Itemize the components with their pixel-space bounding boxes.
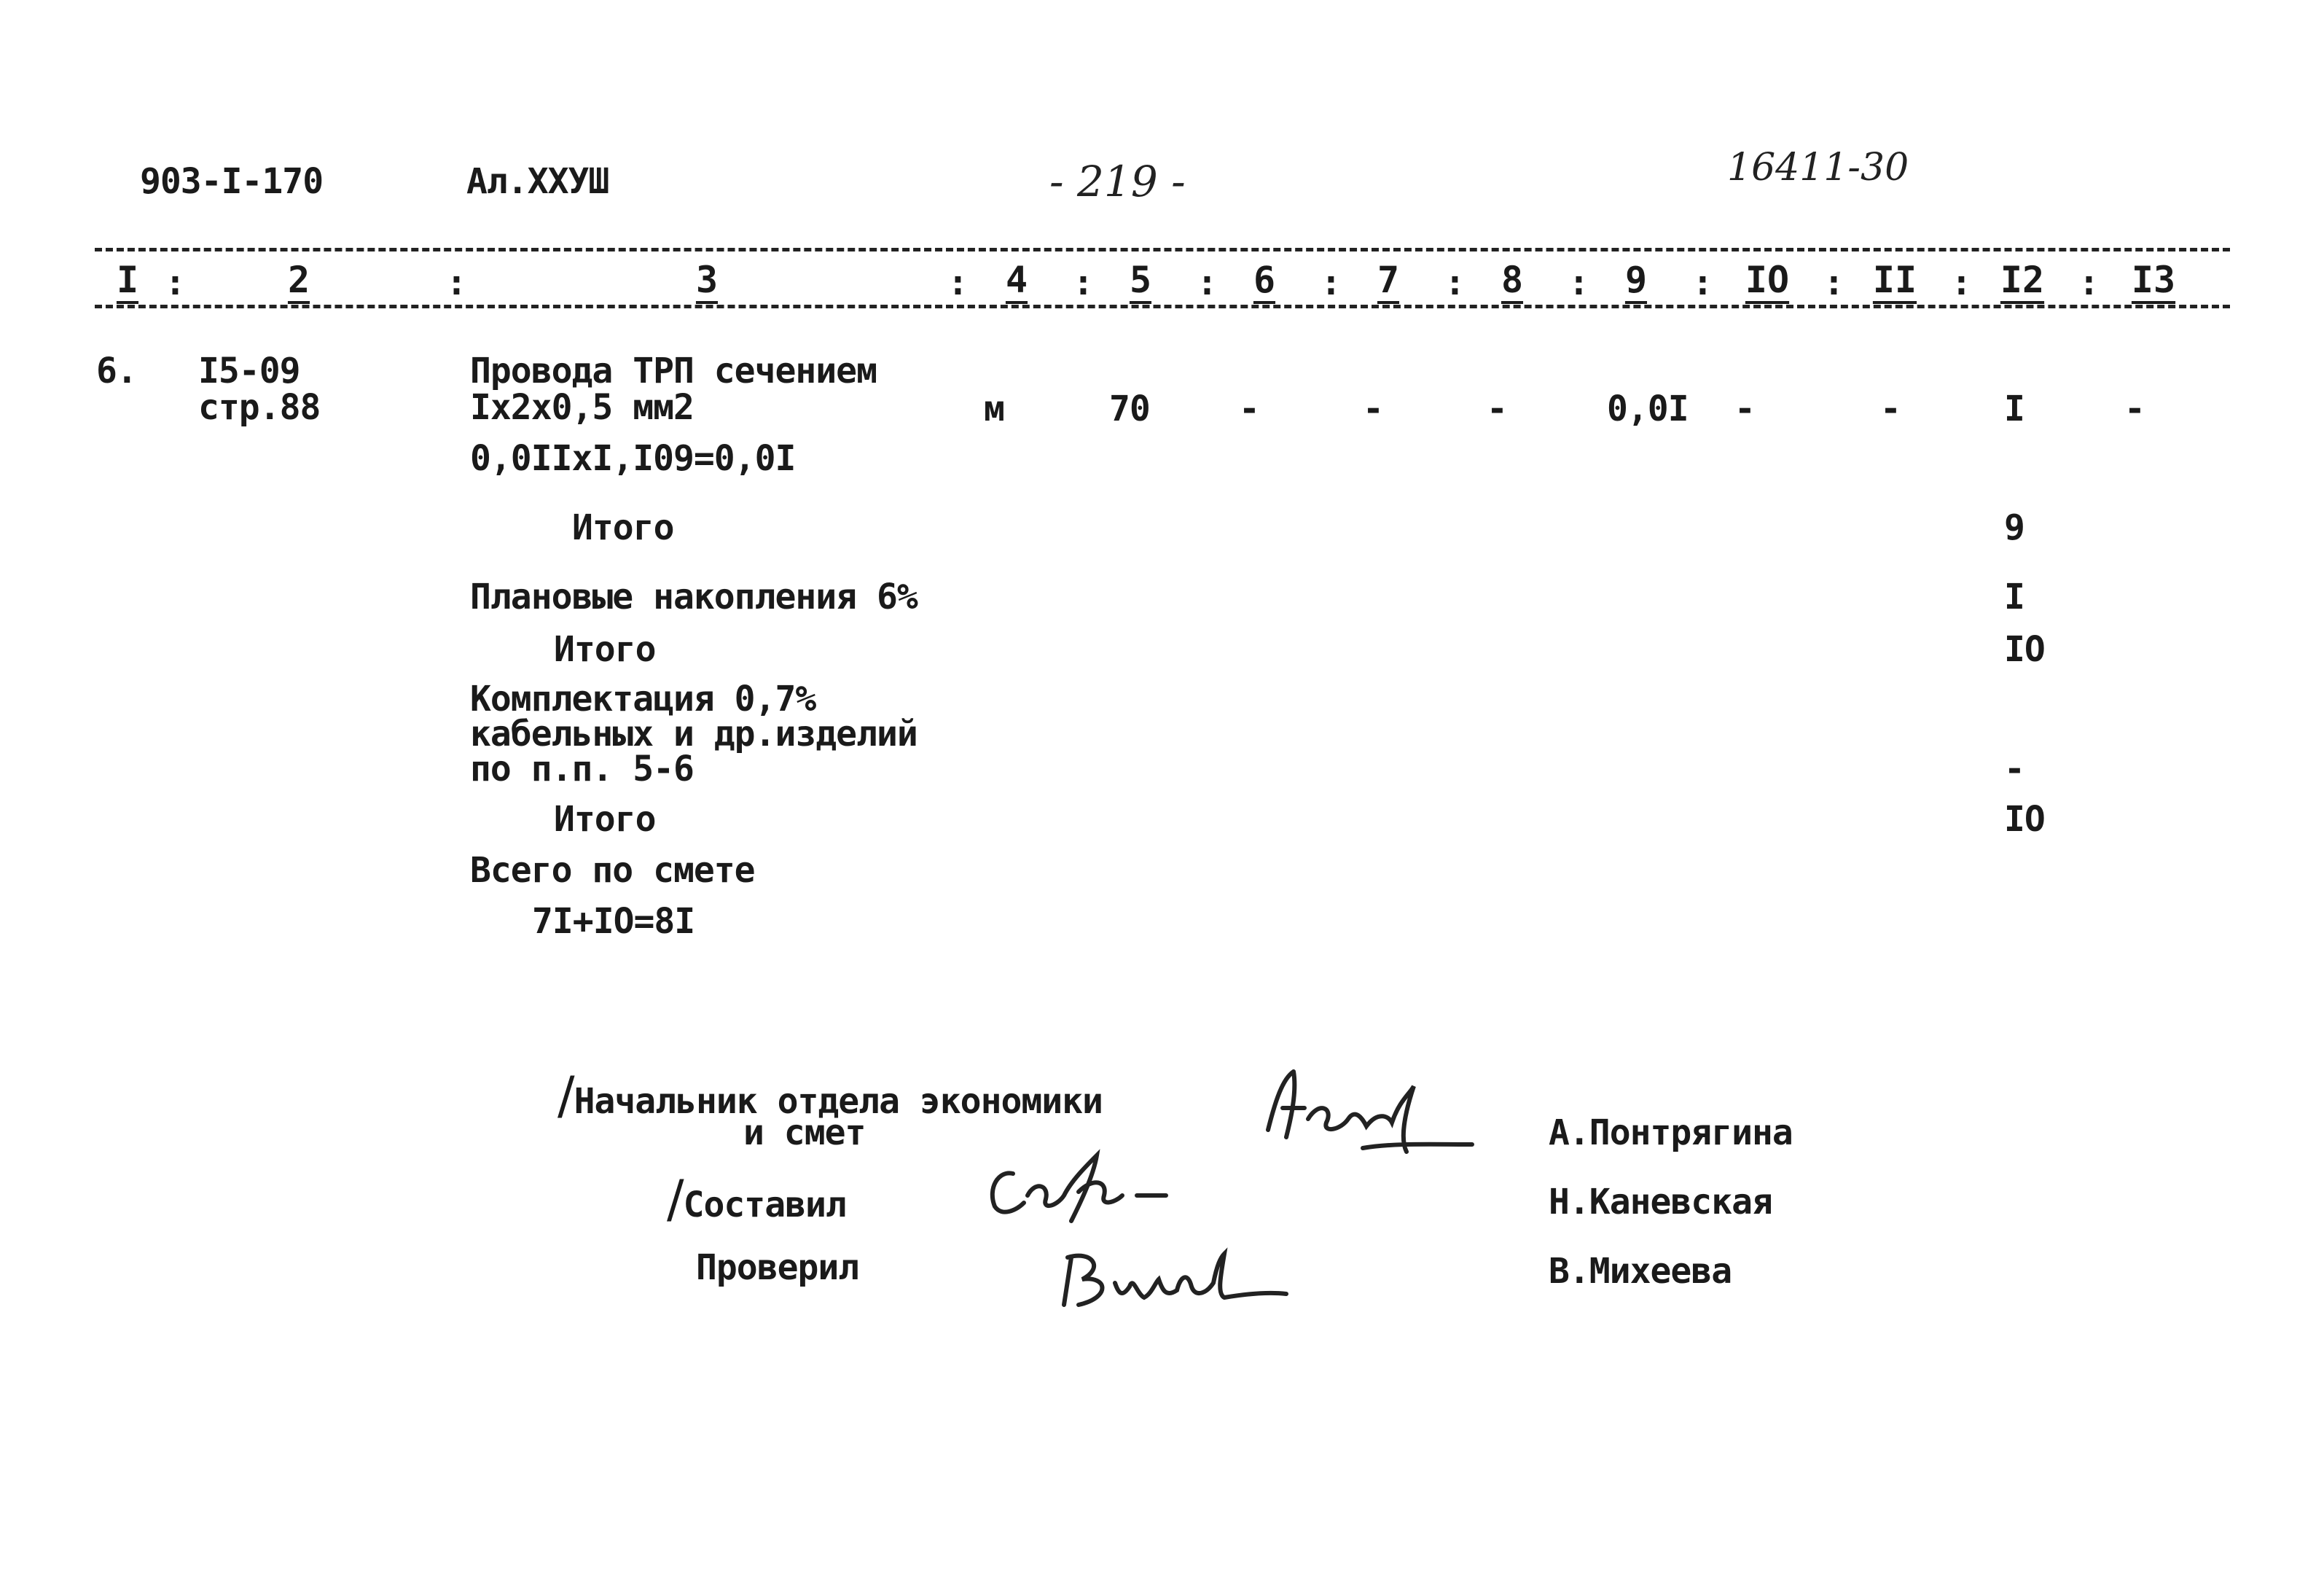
compiled-signature xyxy=(969,1137,1188,1232)
row-col7: - xyxy=(1363,389,1383,429)
slash-mark: / xyxy=(667,1169,684,1229)
planned-savings-label: Плановые накопления 6% xyxy=(470,577,918,617)
compiled-label: Составил xyxy=(683,1185,846,1225)
total-label: Всего по смете xyxy=(470,850,755,891)
row-col5: 70 xyxy=(1109,389,1150,429)
compiled-name: Н.Каневская xyxy=(1549,1182,1772,1222)
row-unit: м xyxy=(984,389,1004,429)
itogo-label-3: Итого xyxy=(554,799,656,840)
col-separator: : xyxy=(165,262,186,303)
doc-code: 903-I-170 xyxy=(140,161,324,202)
row-col9: 0,0I xyxy=(1607,389,1689,429)
itogo-value-3: IO xyxy=(2004,799,2045,840)
col-header-3: 3 xyxy=(695,259,719,301)
col-header-9: 9 xyxy=(1624,259,1648,301)
col-header-4: 4 xyxy=(1005,259,1028,301)
row-code-page: стр.88 xyxy=(198,387,321,428)
kompl-line-3: по п.п. 5-6 xyxy=(470,749,694,789)
col-separator: : xyxy=(1444,262,1466,303)
row-col8: - xyxy=(1487,389,1507,429)
row-col10: - xyxy=(1734,389,1755,429)
itogo-label-2: Итого xyxy=(554,629,656,670)
header-bottom-rule xyxy=(95,305,2230,308)
col-header-11: II xyxy=(1872,259,1917,301)
archive-number: 16411-30 xyxy=(1727,146,1909,190)
compiled-label-row xyxy=(667,1169,846,1229)
col-separator: : xyxy=(1197,262,1218,303)
col-separator: : xyxy=(446,262,467,303)
header-top-rule xyxy=(95,248,2230,251)
album-number: Ал.XXУШ xyxy=(466,161,609,202)
row-col11: - xyxy=(1880,389,1901,429)
itogo-value-1: 9 xyxy=(2004,507,2024,548)
head-title-line1: Начальник отдела экономики xyxy=(574,1081,1103,1122)
kompl-value: - xyxy=(2004,749,2024,789)
kompl-line-1: Комплектация 0,7% xyxy=(470,679,816,719)
col-header-7: 7 xyxy=(1377,259,1400,301)
row-col6: - xyxy=(1239,389,1259,429)
col-header-10: IO xyxy=(1745,259,1790,301)
col-separator: : xyxy=(2078,262,2100,303)
col-separator: : xyxy=(1321,262,1342,303)
col-header-1: I xyxy=(116,259,139,301)
col-separator: : xyxy=(947,262,969,303)
itogo-label-1: Итого xyxy=(572,507,674,548)
checked-label: Проверил xyxy=(696,1247,859,1288)
checked-name: В.Михеева xyxy=(1549,1251,1732,1292)
col-separator: : xyxy=(1951,262,1972,303)
slash-mark: / xyxy=(557,1066,574,1125)
row-description: Провода ТРП сечением xyxy=(470,351,877,391)
itogo-value-2: IO xyxy=(2004,629,2045,670)
checked-signature xyxy=(1049,1225,1297,1319)
col-separator: : xyxy=(1692,262,1713,303)
col-header-8: 8 xyxy=(1501,259,1524,301)
col-header-12: I2 xyxy=(2000,259,2045,301)
col-header-5: 5 xyxy=(1129,259,1152,301)
col-separator: : xyxy=(1568,262,1589,303)
col-header-13: I3 xyxy=(2131,259,2176,301)
col-separator: : xyxy=(1073,262,1094,303)
row-number: 6. xyxy=(96,351,137,391)
row-formula: 0,0IIхI,I09=0,0I xyxy=(470,438,796,479)
row-col13: - xyxy=(2124,389,2145,429)
head-title-line2: и смет xyxy=(743,1112,866,1153)
page-number: - 219 - xyxy=(1049,157,1186,206)
head-name: А.Понтрягина xyxy=(1549,1112,1793,1153)
planned-savings-value: I xyxy=(2004,577,2024,617)
col-header-6: 6 xyxy=(1253,259,1276,301)
head-signature xyxy=(1253,1050,1487,1166)
kompl-line-2: кабельных и др.изделий xyxy=(470,714,918,754)
total-formula: 7I+IO=8I xyxy=(532,901,695,942)
row-code: I5-09 xyxy=(198,351,300,391)
row-description-size: Iх2х0,5 мм2 xyxy=(470,387,694,428)
col-separator: : xyxy=(1823,262,1844,303)
col-header-2: 2 xyxy=(287,259,310,301)
row-col12: I xyxy=(2004,389,2024,429)
